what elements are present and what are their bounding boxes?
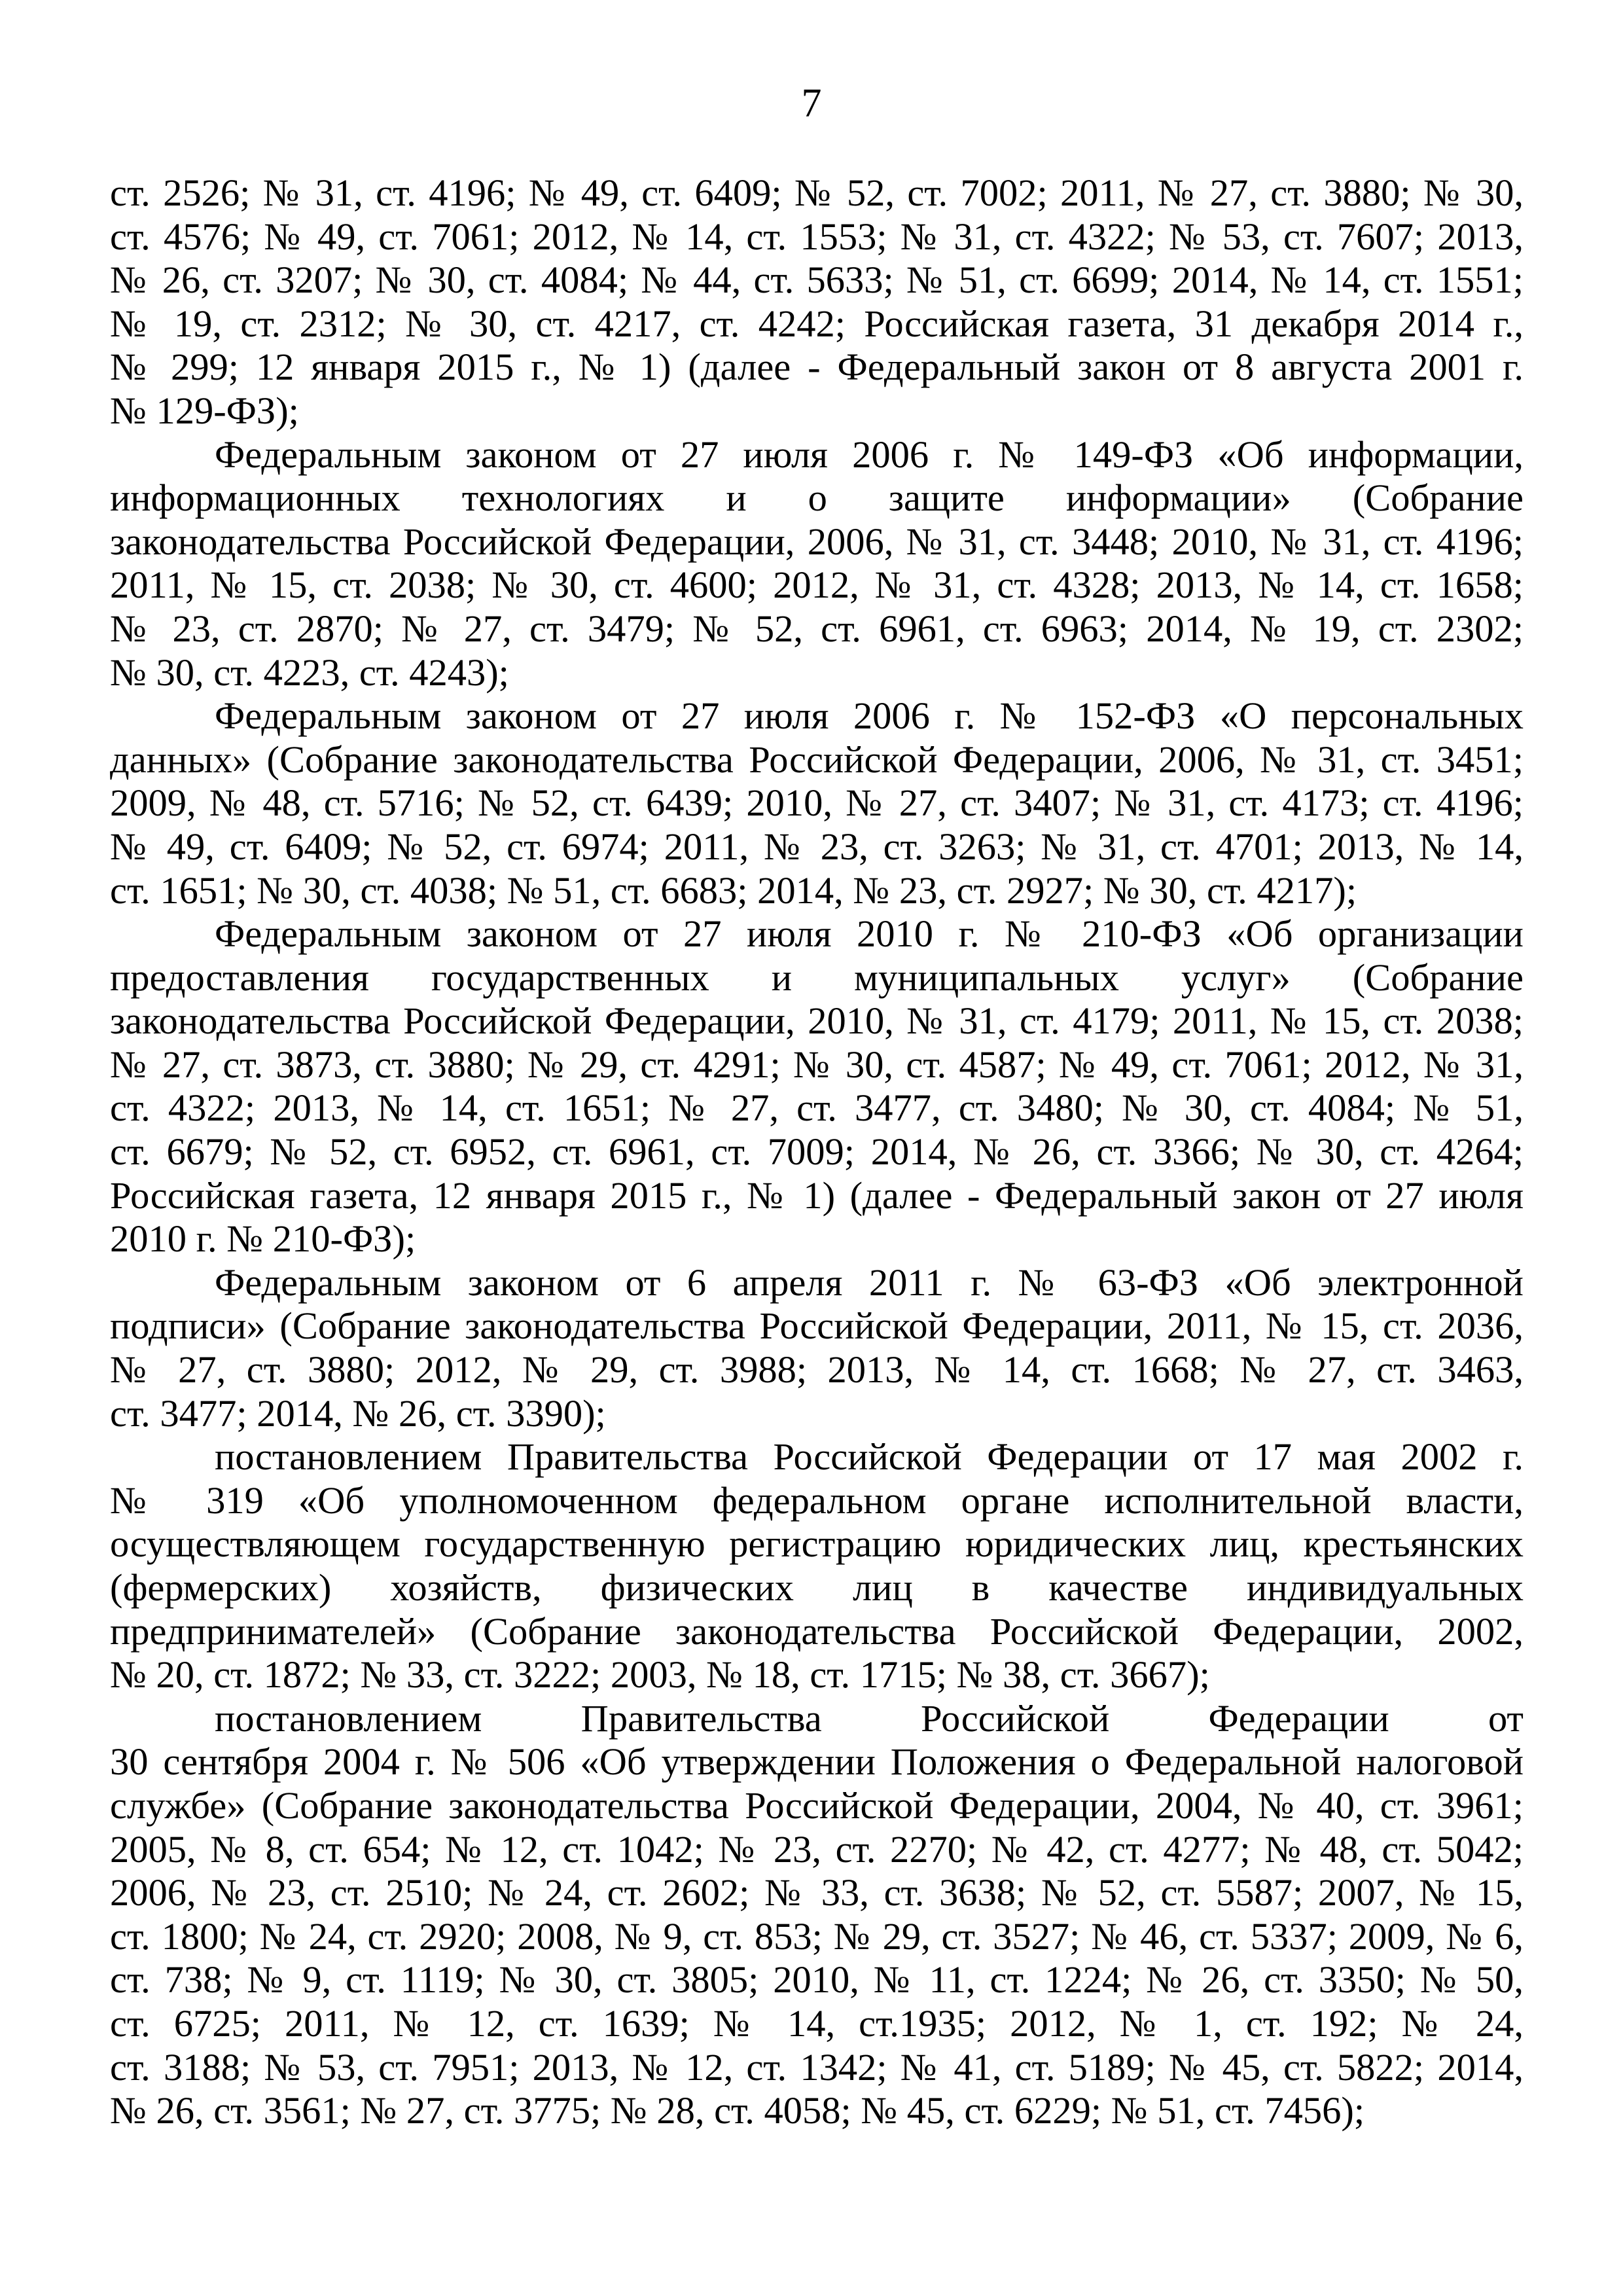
text-line: № 26, ст. 3561; № 27, ст. 3775; № 28, ст. 4058; № 45, ст. 6229; № 51, ст. 7456); xyxy=(110,2089,1365,2132)
text-line: Федеральным законом от 6 апреля 2011 г. № 63-ФЗ «Об электронной xyxy=(215,1261,1524,1304)
text-line: 2005, № 8, ст. 654; № 12, ст. 1042; № 23, ст. 2270; № 42, ст. 4277; № 48, ст. 5042; xyxy=(110,1827,1524,1871)
text-line: ст. 6679; № 52, ст. 6952, ст. 6961, ст. 7009; 2014, № 26, ст. 3366; № 30, ст. 4264; xyxy=(110,1130,1524,1174)
text-line: (фермерских) хозяйств, физических лиц в качестве индивидуальных xyxy=(110,1566,1524,1609)
text-line: № 27, ст. 3880; 2012, № 29, ст. 3988; 2013, № 14, ст. 1668; № 27, ст. 3463, xyxy=(110,1348,1524,1391)
text-line: предпринимателей» (Собрание законодательства Российской Федерации, 2002, xyxy=(110,1609,1524,1653)
text-line: ст. 1651; № 30, ст. 4038; № 51, ст. 6683; 2014, № 23, ст. 2927; № 30, ст. 4217); xyxy=(110,869,1357,912)
paragraph-2 xyxy=(110,433,1524,695)
text-line: Российская газета, 12 января 2015 г., № 1) (далее - Федеральный закон от 27 июля xyxy=(110,1174,1524,1217)
text-line: 30 сентября 2004 г. № 506 «Об утверждении Положения о Федеральной налоговой xyxy=(110,1740,1524,1784)
text-line: 2010 г. № 210-ФЗ); xyxy=(110,1217,416,1261)
text-line: подписи» (Собрание законодательства Российской Федерации, 2011, № 15, ст. 2036, xyxy=(110,1304,1524,1348)
text-line: ст. 2526; № 31, ст. 4196; № 49, ст. 6409; № 52, ст. 7002; 2011, № 27, ст. 3880; № 30, xyxy=(110,171,1524,214)
text-line: постановлением Правительства Российской Федерации от 17 мая 2002 г. xyxy=(215,1435,1524,1479)
body-text xyxy=(110,171,1524,2133)
text-line: ст. 738; № 9, ст. 1119; № 30, ст. 3805; 2010, № 11, ст. 1224; № 26, ст. 3350; № 50, xyxy=(110,1958,1524,2001)
text-line: законодательства Российской Федерации, 2010, № 31, ст. 4179; 2011, № 15, ст. 2038; xyxy=(110,999,1524,1043)
paragraph-6 xyxy=(110,1435,1524,1697)
paragraph-4 xyxy=(110,912,1524,1261)
paragraph-1 xyxy=(110,171,1524,433)
text-line: № 299; 12 января 2015 г., № 1) (далее - Федеральный закон от 8 августа 2001 г. xyxy=(110,346,1524,389)
text-line: Федеральным законом от 27 июля 2010 г. № 210-ФЗ «Об организации xyxy=(215,912,1524,956)
text-line: данных» (Собрание законодательства Российской Федерации, 2006, № 31, ст. 3451; xyxy=(110,738,1524,781)
text-line: Федеральным законом от 27 июля 2006 г. № 152-ФЗ «О персональных xyxy=(215,694,1524,738)
text-line: № 23, ст. 2870; № 27, ст. 3479; № 52, ст. 6961, ст. 6963; 2014, № 19, ст. 2302; xyxy=(110,607,1524,650)
text-line: 2009, № 48, ст. 5716; № 52, ст. 6439; 2010, № 27, ст. 3407; № 31, ст. 4173; ст. 4196; xyxy=(110,781,1524,825)
paragraph-7 xyxy=(110,1697,1524,2133)
text-line: осуществляющем государственную регистрацию юридических лиц, крестьянских xyxy=(110,1522,1524,1566)
page-number: 7 xyxy=(801,81,822,126)
text-line: № 319 «Об уполномоченном федеральном органе исполнительной власти, xyxy=(110,1479,1524,1522)
text-line: 2006, № 23, ст. 2510; № 24, ст. 2602; № 33, ст. 3638; № 52, ст. 5587; 2007, № 15, xyxy=(110,1871,1524,1914)
text-line: № 129-ФЗ); xyxy=(110,389,299,432)
paragraph-3 xyxy=(110,694,1524,912)
text-line: Федеральным законом от 27 июля 2006 г. № 149-ФЗ «Об информации, xyxy=(215,433,1524,476)
text-line: № 20, ст. 1872; № 33, ст. 3222; 2003, № 18, ст. 1715; № 38, ст. 3667); xyxy=(110,1653,1210,1696)
text-line: ст. 4322; 2013, № 14, ст. 1651; № 27, ст. 3477, ст. 3480; № 30, ст. 4084; № 51, xyxy=(110,1086,1524,1130)
text-line: предоставления государственных и муниципальных услуг» (Собрание xyxy=(110,956,1524,999)
paragraph-5 xyxy=(110,1261,1524,1435)
text-line: ст. 4576; № 49, ст. 7061; 2012, № 14, ст. 1553; № 31, ст. 4322; № 53, ст. 7607; 2013, xyxy=(110,215,1524,258)
text-line: постановлением Правительства Российской Федерации от xyxy=(215,1696,1524,1740)
text-line: № 26, ст. 3207; № 30, ст. 4084; № 44, ст. 5633; № 51, ст. 6699; 2014, № 14, ст. 1551; xyxy=(110,259,1524,302)
text-line: ст. 3188; № 53, ст. 7951; 2013, № 12, ст. 1342; № 41, ст. 5189; № 45, ст. 5822; 2014, xyxy=(110,2045,1524,2089)
text-line: № 19, ст. 2312; № 30, ст. 4217, ст. 4242; Российская газета, 31 декабря 2014 г., xyxy=(110,302,1524,345)
text-line: ст. 1800; № 24, ст. 2920; 2008, № 9, ст. 853; № 29, ст. 3527; № 46, ст. 5337; 2009, № 6, xyxy=(110,1914,1524,1958)
text-line: службе» (Собрание законодательства Российской Федерации, 2004, № 40, ст. 3961; xyxy=(110,1784,1524,1827)
text-line: № 27, ст. 3873, ст. 3880; № 29, ст. 4291; № 30, ст. 4587; № 49, ст. 7061; 2012, № 31, xyxy=(110,1043,1524,1086)
text-line: № 49, ст. 6409; № 52, ст. 6974; 2011, № 23, ст. 3263; № 31, ст. 4701; 2013, № 14, xyxy=(110,825,1524,868)
text-line: законодательства Российской Федерации, 2006, № 31, ст. 3448; 2010, № 31, ст. 4196; xyxy=(110,520,1524,563)
text-line: 2011, № 15, ст. 2038; № 30, ст. 4600; 2012, № 31, ст. 4328; 2013, № 14, ст. 1658; xyxy=(110,564,1524,607)
text-line: ст. 6725; 2011, № 12, ст. 1639; № 14, ст.1935; 2012, № 1, ст. 192; № 24, xyxy=(110,2001,1524,2045)
text-line: информационных технологиях и о защите информации» (Собрание xyxy=(110,476,1524,520)
text-line: ст. 3477; 2014, № 26, ст. 3390); xyxy=(110,1391,606,1435)
text-line: № 30, ст. 4223, ст. 4243); xyxy=(110,651,509,694)
